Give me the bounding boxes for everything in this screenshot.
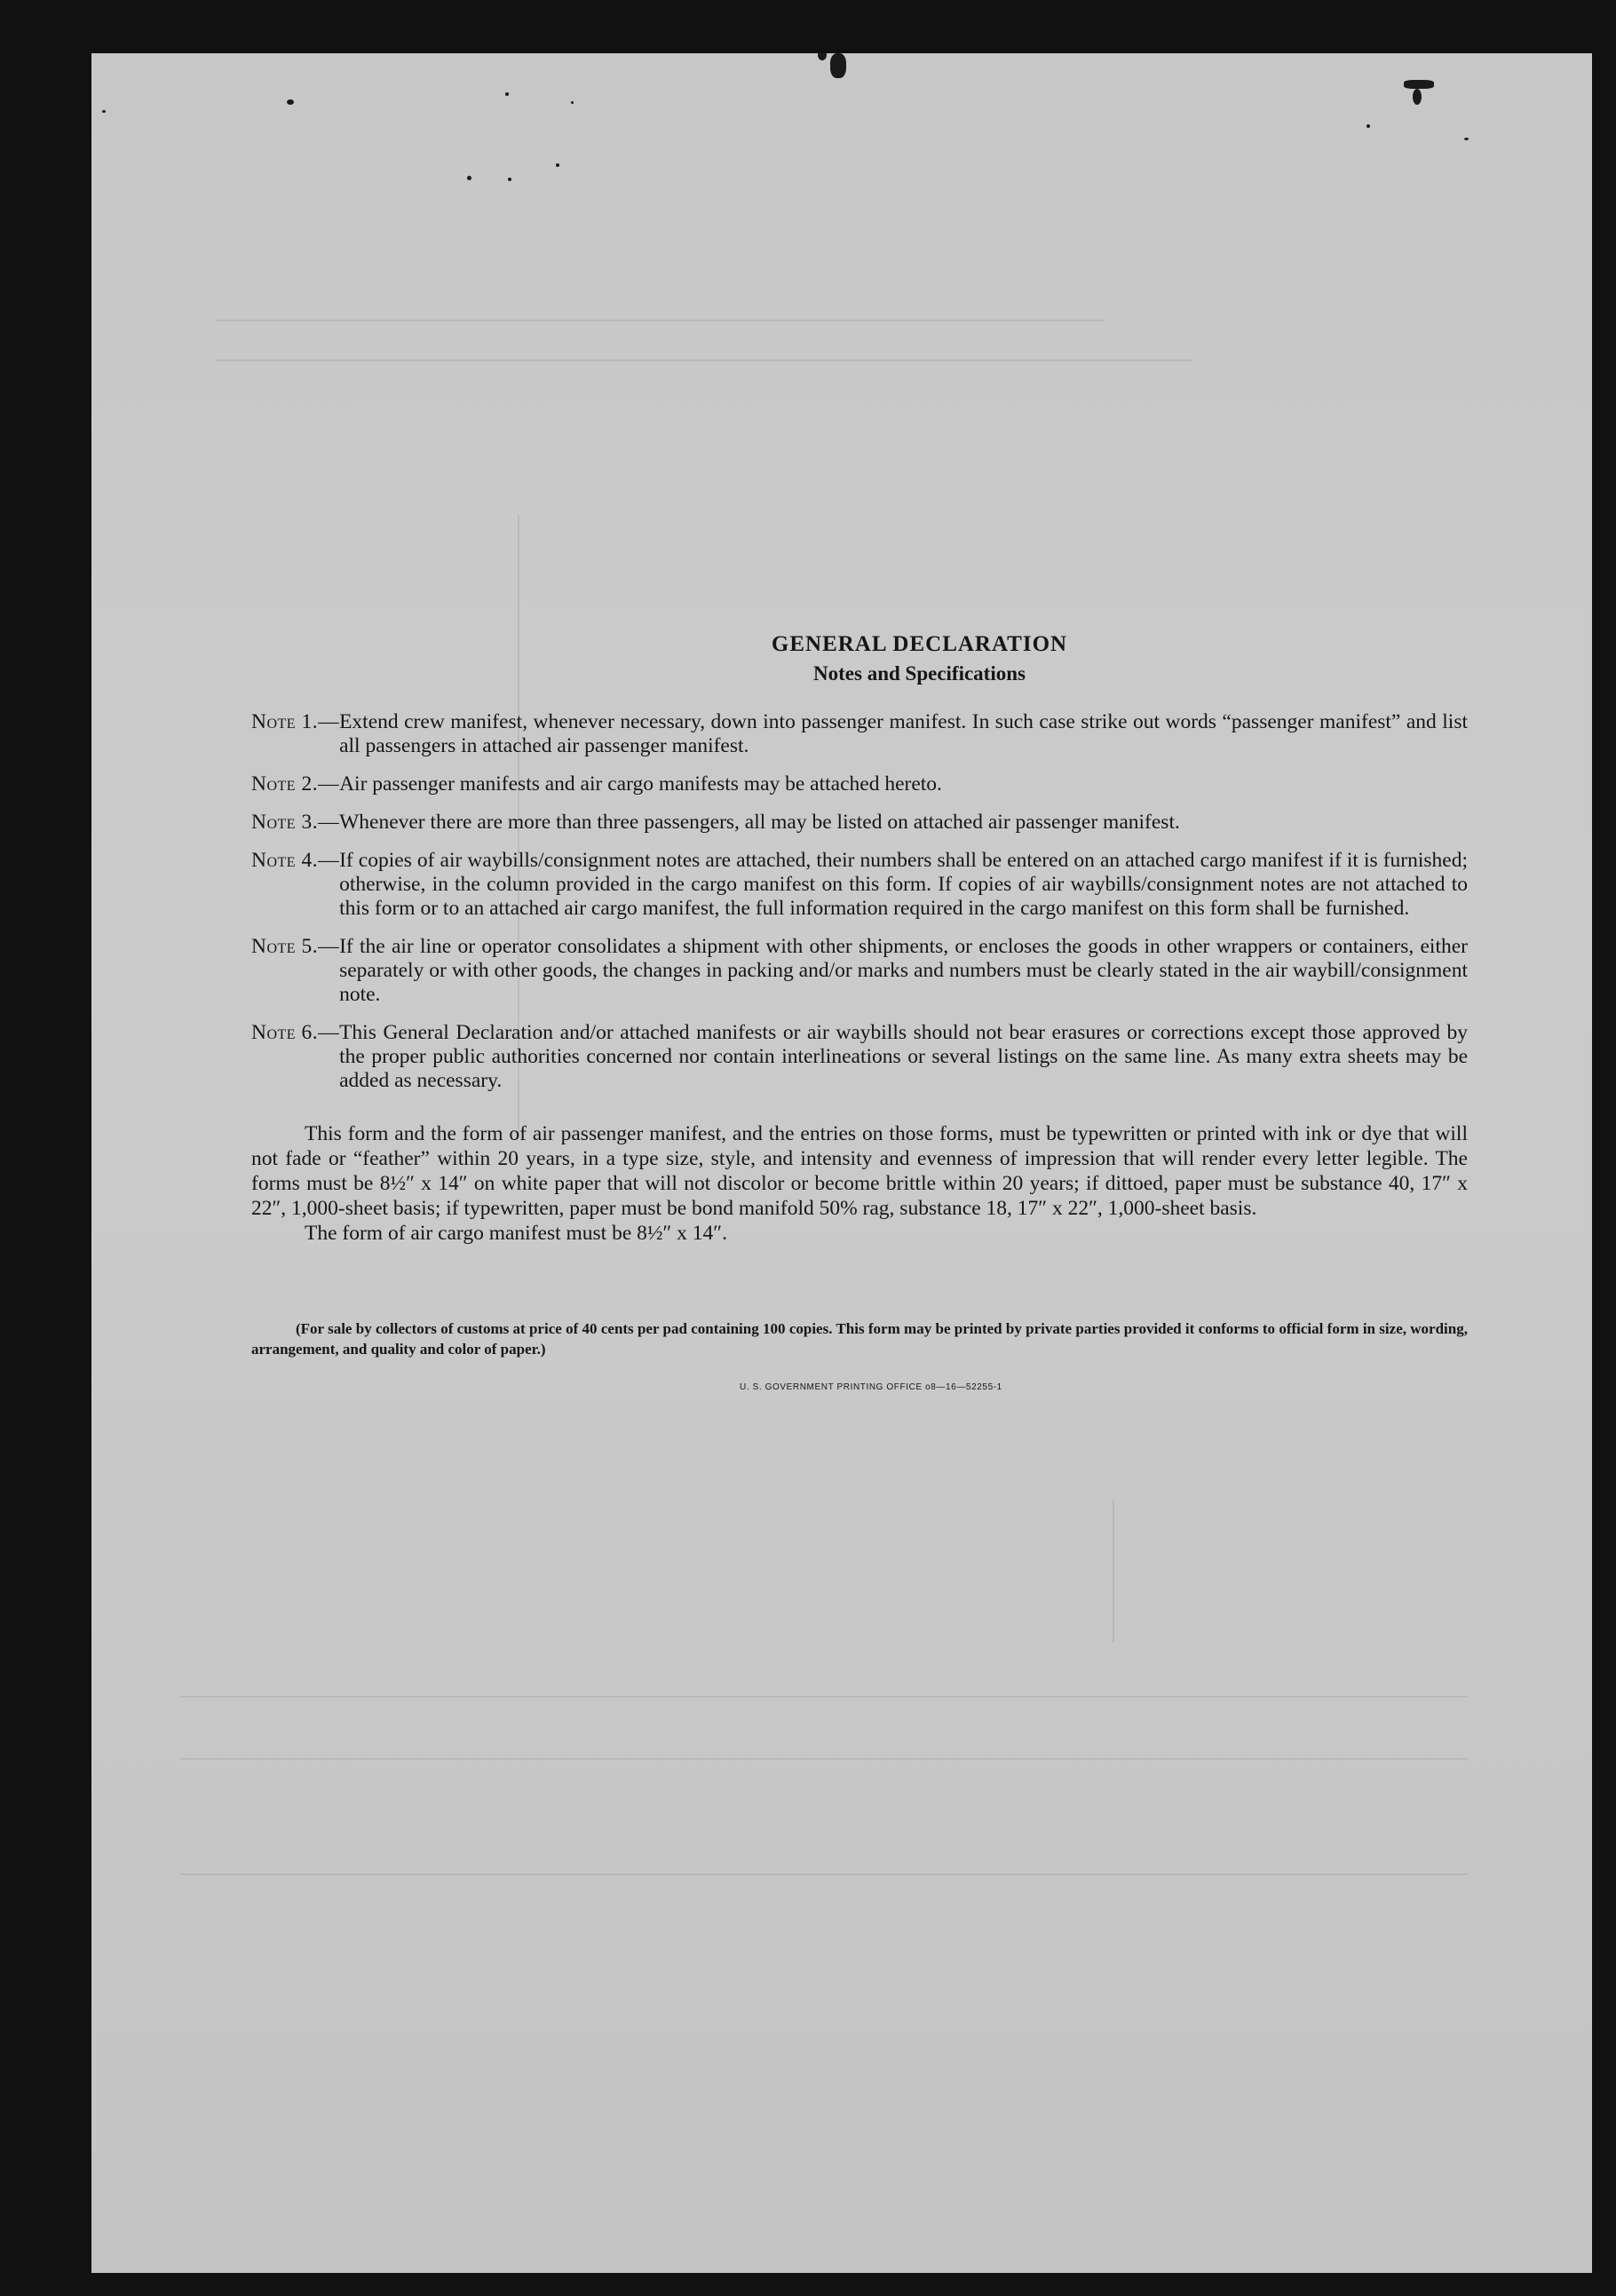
- note-label: Note 2.—: [251, 772, 340, 796]
- note-label: Note 1.—: [251, 710, 340, 733]
- document-body: [251, 632, 1468, 1392]
- note-text: This General Declaration and/or attached manifests or air waybills should not bear erasures or corrections except those approved by the proper public authorities concerned nor contain interlineations or several listings on the same line. As many extra sheets may be added as necessary.: [339, 1021, 1468, 1092]
- bleed-through-rule: [216, 360, 1192, 361]
- ink-speck: [1404, 80, 1434, 89]
- ink-speck: [467, 176, 471, 180]
- note-text: Whenever there are more than three passengers, all may be listed on attached air passenger manifest.: [339, 811, 1180, 834]
- document-subtitle: Notes and Specifications: [813, 662, 1026, 685]
- ink-speck: [818, 53, 827, 60]
- bleed-through-rule: [216, 320, 1104, 321]
- note-5: [251, 935, 1468, 1007]
- ink-speck: [505, 92, 509, 96]
- ink-speck: [1413, 89, 1422, 105]
- ink-speck: [508, 178, 511, 181]
- ink-speck: [556, 163, 559, 167]
- sale-notice: (For sale by collectors of customs at price of 40 cents per pad containing 100 copies. This form may be printed by private parties provided it conforms to official form in size, wording, arrangement, and quality and color of paper.): [251, 1320, 1468, 1358]
- note-1: [251, 710, 1468, 758]
- ink-speck: [1464, 138, 1469, 140]
- note-4: [251, 849, 1468, 921]
- ink-speck: [571, 101, 574, 104]
- ink-speck: [287, 99, 294, 105]
- note-text: Air passenger manifests and air cargo manifests may be attached hereto.: [339, 772, 942, 796]
- bleed-through-rule: [1113, 1500, 1114, 1643]
- note-label: Note 3.—: [251, 811, 340, 834]
- form-specification-paragraph: This form and the form of air passenger manifest, and the entries on those forms, must be typewritten or printed with ink or dye that will not fade or “feather” within 20 years, in a type size, style, and intensity and evenness of impression that will render every letter legible. The forms must be 8½″ x 14″ on white paper that will not discolor or become brittle within 20 years; if dittoed, paper must be substance 40, 17″ x 22″, 1,000-sheet basis; if typewritten, paper must be bond manifold 50% rag, substance 18, 17″ x 22″, 1,000-sheet basis.: [251, 1122, 1468, 1220]
- bleed-through-rule: [180, 1696, 1468, 1698]
- note-text: Extend crew manifest, whenever necessary, down into passenger manifest. In such case strike out words “passenger manifest” and list all passengers in attached air passenger manifest.: [339, 710, 1468, 757]
- note-3: [251, 811, 1468, 835]
- ink-speck: [1366, 124, 1370, 128]
- note-text: If copies of air waybills/consignment notes are attached, their numbers shall be entered on an attached cargo manifest if it is furnished; otherwise, in the column provided in the cargo manifest on this form. If copies of air waybills/consignment notes are not attached to this form or to an attached air cargo manifest, the full information required in the cargo manifest on this form shall be furnished.: [339, 849, 1468, 920]
- note-label: Note 4.—: [251, 849, 340, 872]
- bleed-through-rule: [180, 1758, 1468, 1760]
- ink-speck: [830, 53, 846, 78]
- note-label: Note 5.—: [251, 935, 340, 958]
- note-label: Note 6.—: [251, 1021, 340, 1044]
- document-page: [91, 53, 1592, 2273]
- bleed-through-rule: [180, 1873, 1468, 1875]
- note-6: [251, 1021, 1468, 1093]
- printing-office-imprint: U. S. GOVERNMENT PRINTING OFFICE o8—16—52255-1: [740, 1382, 1002, 1392]
- ink-speck: [102, 110, 106, 113]
- note-2: [251, 772, 1468, 796]
- cargo-manifest-size-line: The form of air cargo manifest must be 8½″ x 14″.: [305, 1222, 727, 1245]
- document-title: GENERAL DECLARATION: [771, 632, 1068, 656]
- note-text: If the air line or operator consolidates a shipment with other shipments, or encloses the goods in other wrappers or containers, either separately or with other goods, the changes in packing and/or marks and numbers must be clearly stated in the air waybill/consignment note.: [339, 935, 1468, 1006]
